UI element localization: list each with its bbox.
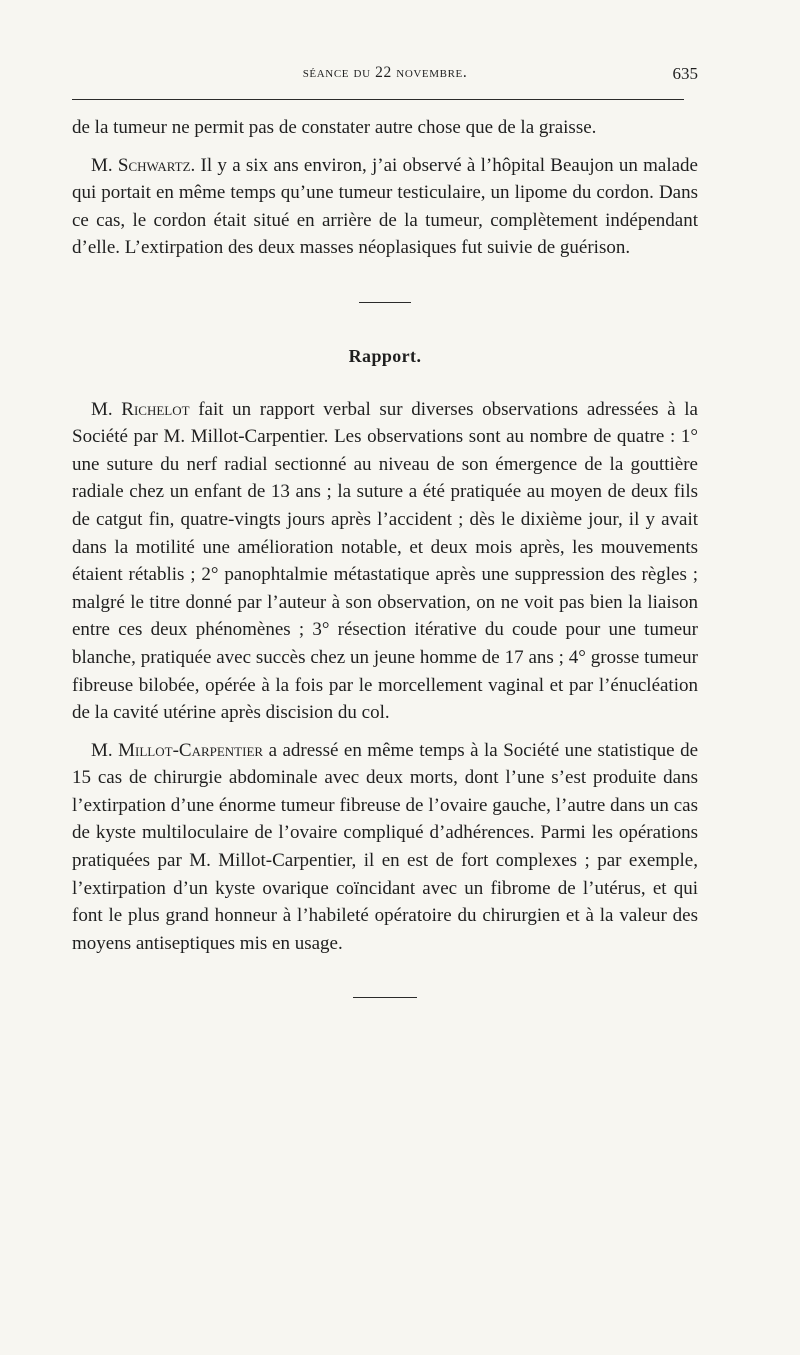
- running-head: séance du 22 novembre.: [302, 64, 468, 81]
- speaker-name: M. Millot-Carpentier: [91, 739, 264, 761]
- page-header: [72, 64, 698, 86]
- paragraph-millot-carpentier: [72, 737, 698, 958]
- paragraph-schwartz: [72, 152, 698, 262]
- header-rule: [72, 99, 684, 100]
- page-number: 635: [672, 64, 698, 83]
- paragraph-text: a adressé en même temps à la Société une statistique de 15 cas de chirurgie abdominale avec deux morts, dont l’une s’est produite dans l’extirpation d’une énorme tumeur fibreuse de l’ovaire gauche, l’autre dans un cas de kyste multiloculaire de l’ovaire compliqué d’adhérences. Parmi les opérations pratiquées par M. Millot-Carpentier, il en est de fort complexes ; par exemple, l’extirpation d’un kyste ovarique coïncidant avec un fibrome de l’utérus, et qui font le plus grand honneur à l’habileté opératoire du chirurgien et à la valeur des moyens antiseptiques mis en usage.: [72, 739, 699, 954]
- speaker-name: M. Richelot: [91, 398, 190, 420]
- paragraph-richelot: [72, 396, 698, 727]
- end-separator: [353, 997, 417, 998]
- paragraph-text: Il y a six ans environ, j’ai observé à l’hôpital Beaujon un malade qui portait en même temps qu’une tumeur testiculaire, un lipome du cordon. Dans ce cas, le cordon était situé en arrière de la tumeur, complètement indépendant d’elle. L’extirpation des deux masses néoplasiques fut suivie de guérison.: [72, 154, 698, 259]
- body-text: [72, 114, 698, 998]
- paragraph-continuation: de la tumeur ne permit pas de constater autre chose que de la graisse.: [72, 117, 597, 138]
- section-separator: [359, 302, 411, 303]
- section-title: Rapport.: [348, 345, 422, 366]
- speaker-name: M. Schwartz.: [91, 154, 196, 176]
- paragraph-text: fait un rapport verbal sur diverses observations adressées à la Société par M. Millot-Carpentier. Les observations sont au nombre de quatre : 1° une suture du nerf radial sectionné au niveau de son émergence de la gouttière radiale chez un enfant de 13 ans ; la suture a été pratiquée au moyen de deux fils de catgut fin, quatre-vingts jours après l’accident ; dès le dixième jour, il y avait dans la motilité une amélioration notable, et deux mois après, les mouvements étaient rétablis ; 2° panophtalmie métastatique après une suppression des règles ; malgré le titre donné par l’auteur à son observation, on ne voit pas bien la liaison entre ces deux phénomènes ; 3° résection itérative du coude pour une tumeur blanche, pratiquée avec succès chez un jeune homme de 17 ans ; 4° grosse tumeur fibreuse bilobée, opérée à la fois par le morcellement vaginal et par l’énucléation de la cavité utérine après discision du col.: [72, 398, 698, 724]
